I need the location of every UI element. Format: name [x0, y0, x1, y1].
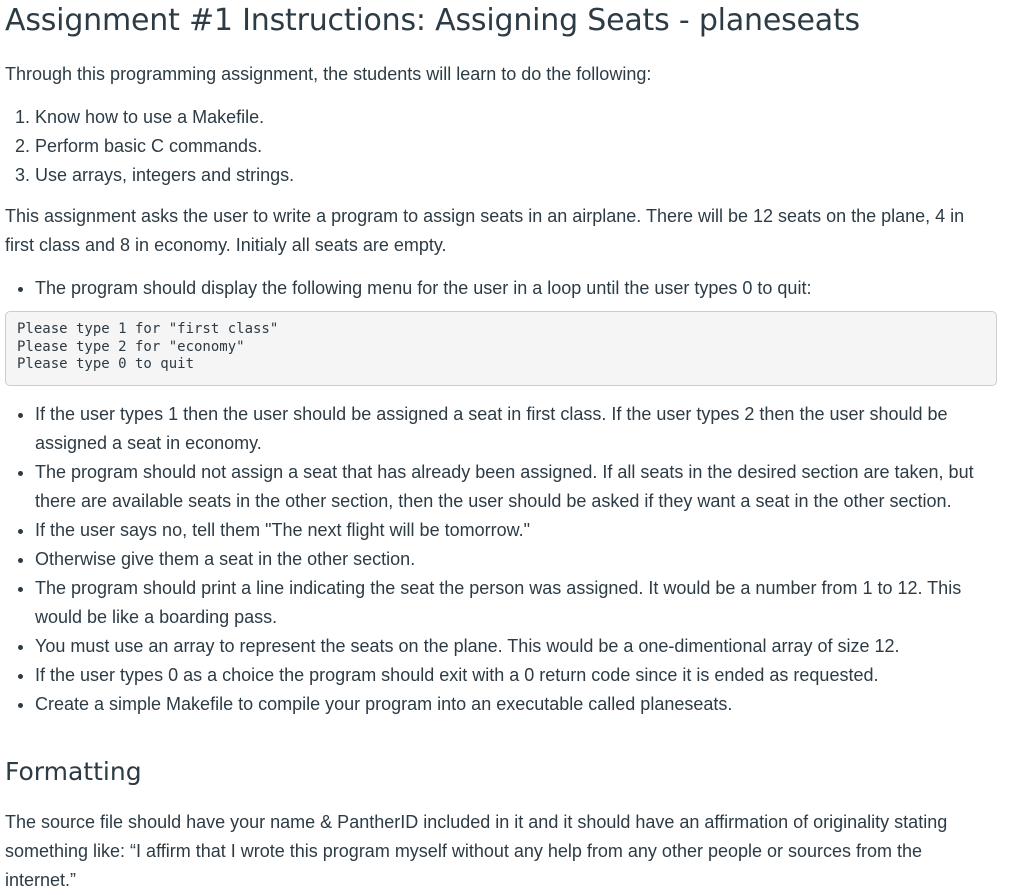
list-item: • If the user types 0 as a choice the program should exit with a 0 return code since it is ended as requested.	[35, 661, 995, 690]
list-item: • The program should not assign a seat that has already been assigned. If all seats in the desired section are taken, but there are available seats in the other section, then the user should be asked if they want a seat in the other section.	[35, 458, 995, 516]
list-item: • If the user types 1 then the user should be assigned a seat in first class. If the user types 2 then the user should be assigned a seat in economy.	[35, 400, 995, 458]
formatting-heading: Formatting	[5, 757, 142, 786]
code-line: Please type 1 for "first class"	[17, 321, 279, 337]
menu-code-block	[5, 311, 997, 386]
list-item: • If the user says no, tell them "The next flight will be tomorrow."	[35, 516, 995, 545]
list-item: • You must use an array to represent the seats on the plane. This would be a one-dimentional array of size 12.	[35, 632, 995, 661]
code-line: Please type 2 for "economy"	[17, 338, 245, 355]
description-text: This assignment asks the user to write a program to assign seats in an airplane. There will be 12 seats on the plane, 4 in first class and 8 in economy. Initialy all seats are empty.	[5, 206, 965, 255]
list-item: 3. Use arrays, integers and strings.	[35, 161, 294, 190]
code-line: Please type 0 to quit	[17, 356, 195, 372]
list-item: • Create a simple Makefile to compile your program into an executable called planeseats.	[35, 690, 995, 719]
formatting-text: The source file should have your name & PantherID included in it and it should have an affirmation of originality stating something like: “I affirm that I wrote this program myself without any help from any other people or sources from the internet.”	[5, 812, 948, 890]
list-item: • Otherwise give them a seat in the other section.	[35, 545, 995, 574]
page-title: Assignment #1 Instructions: Assigning Seats - planeseats	[5, 3, 860, 38]
objectives-list	[5, 103, 294, 190]
list-item: 1. Know how to use a Makefile.	[35, 103, 294, 132]
intro-text: Through this programming assignment, the students will learn to do the following:	[5, 64, 652, 84]
menu-bullet-list	[5, 274, 995, 303]
list-item: • The program should print a line indicating the seat the person was assigned. It would be a number from 1 to 12. This would be like a boarding pass.	[35, 574, 995, 632]
list-item: 2. Perform basic C commands.	[35, 132, 294, 161]
list-item: • The program should display the following menu for the user in a loop until the user types 0 to quit:	[35, 274, 995, 303]
requirements-list	[5, 400, 995, 719]
